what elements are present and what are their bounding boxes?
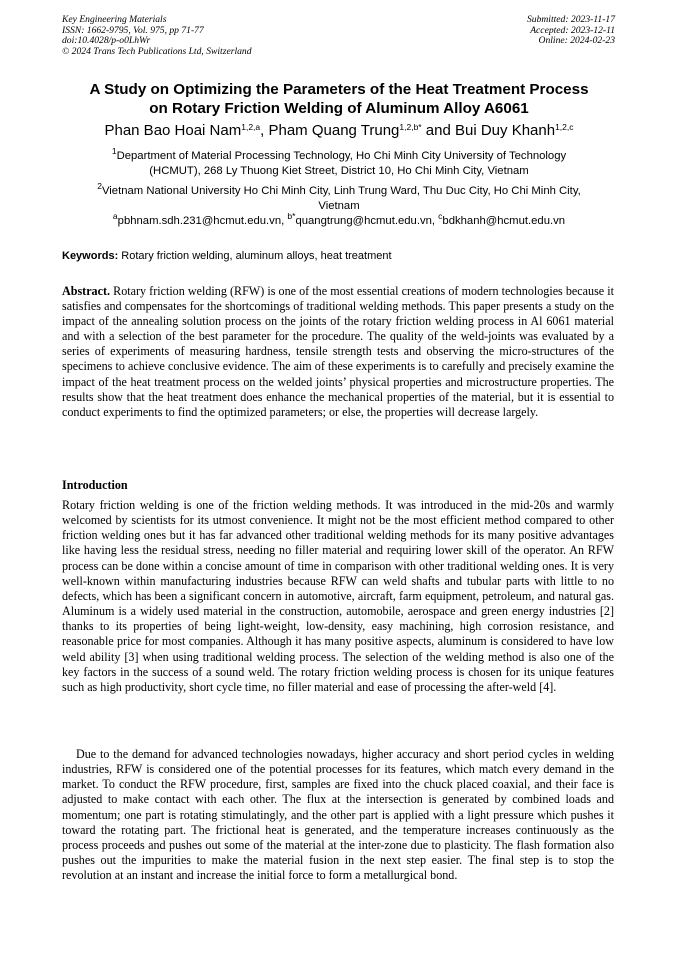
- affiliation-text: Department of Material Processing Technology, Ho Chi Minh City University of Technology: [116, 150, 567, 162]
- paper-title: [40, 80, 638, 118]
- doi-line[interactable]: doi:10.4028/p-o0LhWr: [62, 35, 151, 47]
- keywords: [62, 249, 392, 264]
- affiliation-marker: 1: [111, 146, 117, 156]
- affiliation-2-line-1: [40, 181, 638, 199]
- title-line-1: A Study on Optimizing the Parameters of the Heat Treatment Process: [89, 81, 589, 98]
- email-marker: b*: [287, 211, 296, 221]
- affiliation-2-line-2: Vietnam: [318, 200, 360, 212]
- abstract-text: Rotary friction welding (RFW) is one of the most essential creations of modern technologies because it satisfies and compensates for the shortcomings of traditional welding methods. This paper presents a study on the impact of the annealing solution process on the joints of the rotary friction welding process in Al 6061 material and with a selection of the best parameter for the procedure. The quality of the weld-joints was evaluated by a series of experiments of measuring hardness, tensile strength tests and observing the micro-structures of the specimens to achieve conclusive evidence. The aim of these experiments is to carefully and precisely examine the impact of the heat treatment process on the welded joints’ physical properties and microstructure properties. The results show that the heat treatment does enhance the mechanical properties of the material, but it is essential to conduct experiments to find the optimized parameters; or else, the properties will decrease largely.: [62, 284, 614, 419]
- publication-dates: [527, 15, 615, 47]
- affiliation-2: [40, 181, 638, 214]
- email-link[interactable]: pbhnam.sdh.231@hcmut.edu.vn,: [117, 215, 288, 227]
- abstract: [62, 284, 614, 420]
- keywords-text: Rotary friction welding, aluminum alloys, heat treatment: [118, 250, 392, 262]
- author-emails: [40, 211, 638, 229]
- online-date: Online: 2024-02-23: [538, 35, 615, 47]
- author-name: Pham Quang Trung: [268, 122, 400, 139]
- author-separator: ,: [260, 122, 269, 139]
- email-marker: a: [112, 211, 118, 221]
- author-name: Phan Bao Hoai Nam: [104, 122, 242, 139]
- title-line-2: on Rotary Friction Welding of Aluminum Alloy A6061: [149, 100, 529, 117]
- affiliation-1-line-1: [40, 146, 638, 164]
- journal-info: [62, 15, 252, 57]
- abstract-label: Abstract.: [62, 284, 111, 298]
- author-separator: and: [421, 122, 455, 139]
- keywords-label: Keywords:: [62, 250, 119, 262]
- introduction-paragraph-2: Due to the demand for advanced technologies nowadays, higher accuracy and short period cycles in welding industries, RFW is considered one of the potential processes for its features, which match every demand in the market. To conduct the RFW procedure, first, samples are fixed into the chuck placed coaxial, and their face is adjusted to make contact with each other. The flux at the intersection is generated by combined loads and momentum; one part is rotating stimulatingly, and the other part is applied with a light pressure which pushes it toward the rotating part. The frictional heat is generated, and the temperature increases continuously as the process proceeds and pushes out some of the material at the inter-zone due to plasticity. The flash formation also pushes out the impurities to make the material fusion in the next step easier. The final step is to stop the revolution at an instant and increase the initial force to form a metallurgical bond.: [62, 747, 614, 883]
- affiliation-text: Vietnam National University Ho Chi Minh City, Linh Trung Ward, Thu Duc City, Ho Chi Minh City,: [101, 185, 581, 197]
- section-heading-introduction: Introduction: [62, 478, 128, 492]
- copyright-line: © 2024 Trans Tech Publications Ltd, Switzerland: [62, 45, 252, 57]
- email-link[interactable]: bdkhanh@hcmut.edu.vn: [442, 215, 566, 227]
- author-affiliation-marker: 1,2,b*: [399, 122, 422, 132]
- affiliation-1-line-2: (HCMUT), 268 Ly Thuong Kiet Street, District 10, Ho Chi Minh City, Vietnam: [149, 165, 529, 177]
- author-affiliation-marker: 1,2,a: [241, 122, 261, 132]
- author-list: [30, 122, 648, 140]
- submitted-date: Submitted: 2023-11-17: [526, 14, 615, 25]
- affiliation-marker: 2: [97, 181, 102, 191]
- affiliation-1: [40, 146, 638, 179]
- journal-name: Key Engineering Materials: [62, 14, 167, 25]
- email-marker: c: [438, 211, 443, 221]
- issn-line: ISSN: 1662-9795, Vol. 975, pp 71-77: [62, 24, 204, 36]
- email-link[interactable]: quangtrung@hcmut.edu.vn,: [295, 215, 439, 227]
- introduction-paragraph-1: Rotary friction welding is one of the friction welding methods. It was introduced in the mid-20s and warmly welcomed by scientists for its utmost convenience. It might not be the most efficient method compared to other friction welding ones but it has far advanced other traditional welding methods for its many positive advantages like having less the residual stress, needing no filler material and requiring lower skill of the operator. An RFW process can be done within a concise amount of time in comparison with other traditional welding ones. It is very well-known within manufacturing industries because RFW can weld shafts and tubular parts with little to no defects, which has been a significant concern in automotive, aircraft, farm equipment, petroleum, and natural gas. Aluminum is a widely used material in the construction, automobile, aerospace and green energy industries [2] thanks to its properties of being light-weight, low-density, easy machining, high corrosion resistance, and reasonable price for most companies. Although it has many positive aspects, aluminum is considered to have low weld ability [3] when using traditional welding process. The selection of the welding method is also one of the key factors in the success of a sound weld. The rotary friction welding process is chosen for its unique features such as high productivity, short cycle time, no filler material and ease of processing the after-weld [4].: [62, 498, 614, 694]
- author-affiliation-marker: 1,2,c: [555, 122, 574, 132]
- accepted-date: Accepted: 2023-12-11: [530, 24, 615, 36]
- author-name: Bui Duy Khanh: [455, 122, 556, 139]
